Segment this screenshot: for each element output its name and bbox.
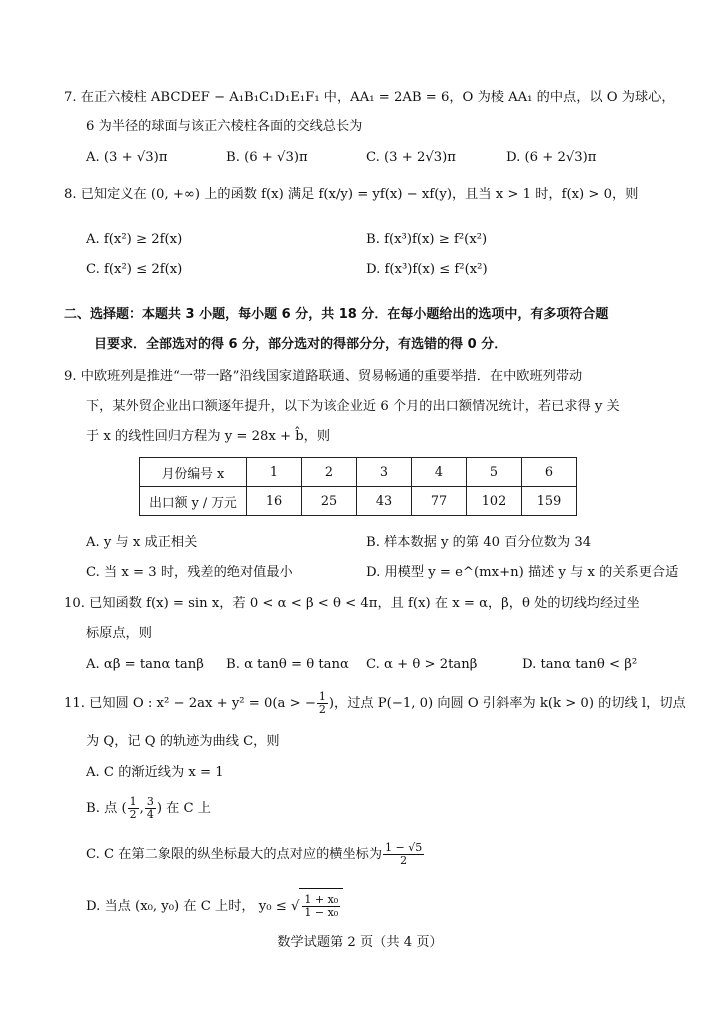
radical-sign: √ [290, 899, 300, 914]
q9-stem-line3: 于 x 的线性回归方程为 y = 28x + b̂，则 [86, 429, 331, 444]
q8-option-c: C. f(x²) ≤ 2f(x) [86, 262, 183, 277]
q11-option-b [86, 794, 211, 824]
q10-option-b: B. α tanθ = θ tanα [226, 657, 349, 672]
q11-stem-part1: 11. 已知圆 O : x² − 2ax + y² = 0(a > − [64, 696, 316, 711]
q10-stem-line2: 标原点，则 [86, 626, 152, 641]
q9-option-c: C. 当 x = 3 时，残差的绝对值最小 [86, 565, 293, 580]
fraction-numerator: 3 [146, 795, 154, 808]
q8-option-b: B. f(x³)f(x) ≥ f²(x²) [366, 232, 488, 247]
fraction-denominator: 4 [146, 808, 154, 821]
fraction [302, 894, 340, 919]
q7-stem-line1: 7. 在正六棱柱 ABCDEF − A₁B₁C₁D₁E₁F₁ 中，AA₁ = 2AB = 6，O 为棱 AA₁ 的中点，以 O 为球心， [64, 90, 675, 105]
q11-stem-line2: 为 Q，记 Q 的轨迹为曲线 C，则 [86, 734, 280, 749]
table-cell: 1 [247, 458, 302, 487]
table-cell: 5 [467, 458, 522, 487]
q11-stem-part2: )，过点 P(−1, 0) 向圆 O 引斜率为 k(k > 0) 的切线 l，切点 [328, 696, 686, 711]
table-row-x [140, 458, 577, 487]
q11-option-c-text: C. C 在第二象限的纵坐标最大的点对应的横坐标为 [86, 847, 383, 862]
fraction-numerator: 1 [129, 795, 137, 808]
q9-option-d: D. 用模型 y = e^(mx+n) 描述 y 与 x 的关系更合适 [366, 565, 679, 580]
q8-option-d: D. f(x³)f(x) ≤ f²(x²) [366, 262, 488, 277]
q9-data-table [139, 457, 577, 516]
table-cell: 43 [357, 487, 412, 516]
table-header-y: 出口额 y / 万元 [140, 487, 247, 516]
q7-option-b: B. (6 + √3)π [226, 150, 308, 165]
q11-option-b-part1: B. 点 ( [86, 801, 127, 816]
table-cell: 25 [302, 487, 357, 516]
section2-heading-line1: 二、选择题：本题共 3 小题，每小题 6 分，共 18 分．在每小题给出的选项中，有多项符合题 [64, 307, 609, 322]
table-header-x: 月份编号 x [140, 458, 247, 487]
fraction [145, 796, 156, 821]
q11-stem-line1 [64, 687, 686, 721]
table-cell: 6 [522, 458, 577, 487]
table-cell: 4 [412, 458, 467, 487]
q11-option-b-part2: ) 在 C 上 [156, 801, 211, 816]
fraction-denominator: 1 − x₀ [304, 906, 339, 919]
q11-option-d [86, 888, 343, 925]
table-cell: 16 [247, 487, 302, 516]
table-row-y [140, 487, 577, 516]
section2-heading-line2: 目要求．全部选对的得 6 分，部分选对的得部分分，有选错的得 0 分． [94, 337, 508, 352]
q9-stem-line2: 下，某外贸企业出口额逐年提升，以下为该企业近 6 个月的出口额情况统计，若已求得 y 关 [86, 399, 620, 414]
q8-stem: 8. 已知定义在 (0, +∞) 上的函数 f(x) 满足 f(x/y) = yf(x) − xf(y)，且当 x > 1 时，f(x) > 0，则 [64, 187, 639, 202]
fraction-denominator: 2 [129, 808, 137, 821]
table-cell: 159 [522, 487, 577, 516]
radicand [299, 888, 343, 925]
fraction [128, 796, 139, 821]
q7-option-c: C. (3 + 2√3)π [366, 150, 456, 165]
fraction-denominator: 2 [400, 854, 408, 867]
table-cell: 102 [467, 487, 522, 516]
q11-option-c [86, 838, 425, 872]
q7-option-d: D. (6 + 2√3)π [506, 150, 597, 165]
fraction-numerator: 1 [318, 690, 326, 703]
q10-option-d: D. tanα tanθ < β² [522, 657, 638, 672]
fraction [317, 691, 328, 716]
q10-option-c: C. α + θ > 2tanβ [366, 657, 478, 672]
fraction-numerator: 1 + x₀ [304, 893, 339, 906]
table-cell: 3 [357, 458, 412, 487]
square-root [291, 888, 343, 925]
comma: , [139, 801, 144, 816]
q7-stem-line2: 6 为半径的球面与该正六棱柱各面的交线总长为 [86, 119, 363, 134]
q11-option-d-text: D. 当点 (x₀, y₀) 在 C 上时， y₀ ≤ [86, 899, 287, 914]
table-cell: 2 [302, 458, 357, 487]
q9-option-b: B. 样本数据 y 的第 40 百分位数为 34 [366, 535, 592, 550]
q10-stem-line1: 10. 已知函数 f(x) = sin x，若 0 < α < β < θ < 4π，且 f(x) 在 x = α，β，θ 处的切线均经过坐 [64, 596, 640, 611]
page-footer: 数学试题第 2 页（共 4 页） [277, 935, 443, 950]
q11-option-a: A. C 的渐近线为 x = 1 [86, 765, 224, 780]
fraction-denominator: 2 [318, 703, 326, 716]
fraction [383, 842, 424, 867]
q9-option-a: A. y 与 x 成正相关 [86, 535, 198, 550]
q10-option-a: A. αβ = tanα tanβ [86, 657, 204, 672]
q9-stem-line1: 9. 中欧班列是推进“一带一路”沿线国家道路联通、贸易畅通的重要举措．在中欧班列带动 [64, 369, 583, 384]
fraction-numerator: 1 − √5 [385, 841, 423, 854]
table-cell: 77 [412, 487, 467, 516]
q7-option-a: A. (3 + √3)π [86, 150, 168, 165]
q8-option-a: A. f(x²) ≥ 2f(x) [86, 232, 183, 247]
